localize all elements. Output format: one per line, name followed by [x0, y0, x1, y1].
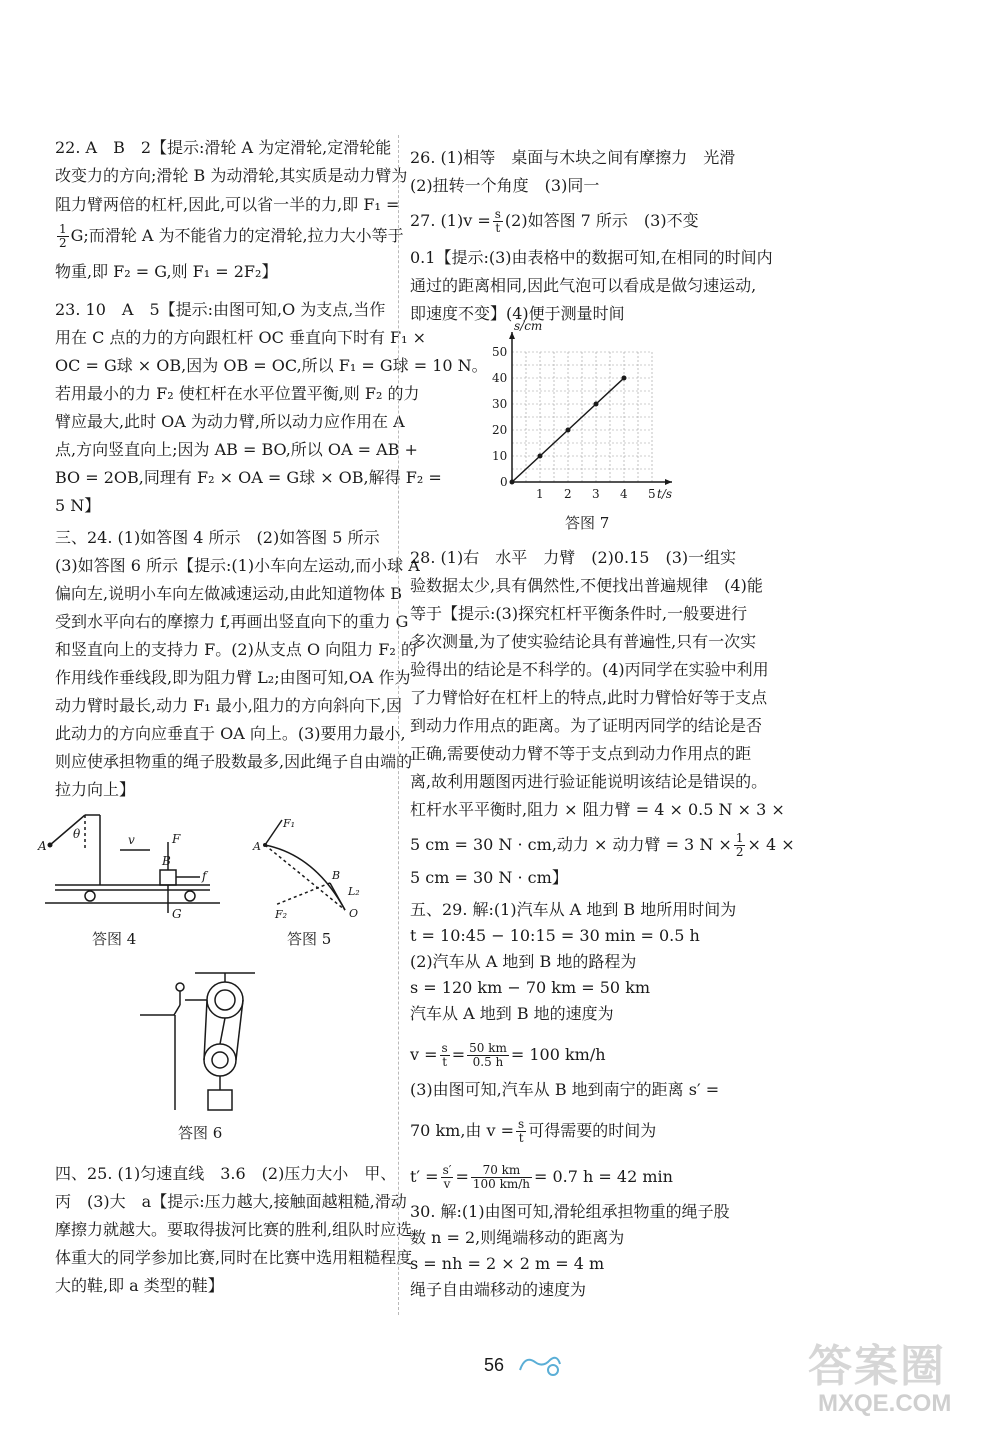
wheel-right — [185, 891, 195, 901]
fixed-pulley-outer — [207, 982, 243, 1018]
q27-line-1: 0.1【提示:(3)由表格中的数据可知,在相同的时间内 — [410, 248, 773, 267]
rope-3 — [220, 1018, 225, 1044]
q25-line-2: 丙 (3)大 a【提示:压力越大,接触面越粗糙,滑动 — [55, 1192, 407, 1211]
q30-line-4: 绳子自由端移动的速度为 — [410, 1280, 587, 1299]
data-point — [594, 402, 599, 407]
caption-fig6: 答图 6 — [178, 1124, 223, 1142]
q29-line-2: t = 10:45 − 10:15 = 30 min = 0.5 h — [410, 926, 700, 945]
q29-line-7: 70 km,由 v = $\frac{s}{t}$ 可得需要的时间为 — [410, 1117, 657, 1145]
data-point — [566, 428, 571, 433]
q22-line-5: 物重,即 F₂ = G,则 F₁ = 2F₂】 — [55, 262, 278, 281]
load-box — [208, 1090, 232, 1110]
y-tick-label: 40 — [492, 371, 508, 385]
q28-line-3: 等于【提示:(3)探究杠杆平衡条件时,一般要进行 — [410, 604, 748, 623]
q28-calc: 5 cm = 30 N · cm,动力 × 动力臂 = 3 N × $\frac{1}{2}$ × 4 × — [410, 831, 795, 859]
fraction-s-over-v: $\frac{s'}{v}$ — [442, 1163, 452, 1191]
data-point — [538, 454, 543, 459]
q24-line-7: 动力臂时最长,动力 F₁ 最小,阻力的方向斜向下,因 — [55, 696, 402, 715]
moving-pulley-outer — [204, 1044, 236, 1076]
y-tick-label: 30 — [492, 397, 508, 411]
watermark — [808, 1330, 952, 1417]
q29-line-6: (3)由图可知,汽车从 B 地到南宁的距离 s′ = — [410, 1080, 720, 1099]
q22-line-3: 阻力臂两倍的杠杆,因此,可以省一半的力,即 F₁ = — [55, 195, 400, 214]
q22-line-2: 改变力的方向;滑轮 B 为动滑轮,其实质是动力臂为 — [55, 166, 408, 185]
watermark-url: MXQE.COM — [818, 1390, 952, 1417]
q28-end: 5 cm = 30 N · cm】 — [410, 868, 568, 887]
q24-line-2: (3)如答图 6 所示【提示:(1)小车向左运动,而小球 A — [55, 556, 420, 575]
q28-line-4: 多次测量,为了使实验结论具有普遍性,只有一次实 — [410, 632, 757, 651]
label-friction: f — [202, 869, 207, 883]
wheel-left — [85, 891, 95, 901]
ball-a — [48, 843, 53, 848]
q28-line-2: 验数据太少,具有偶然性,不便找出普遍规律 (4)能 — [410, 576, 763, 595]
figure-7-s-t-chart — [480, 319, 680, 510]
q23-line-2: 用在 C 点的力的方向跟杠杆 OC 垂直向下时有 F₁ × — [55, 328, 427, 347]
x-axis-label: t/s — [657, 487, 673, 501]
q28-line-1: 28. (1)右 水平 力臂 (2)0.15 (3)一组实 — [410, 548, 737, 567]
label-a: A — [38, 839, 47, 853]
label-b: B — [162, 854, 171, 868]
rope-2 — [236, 1000, 243, 1060]
fraction-half: $\frac{1}{2}$ — [59, 222, 67, 250]
figure-5-lever-diagram — [245, 815, 375, 925]
figure-4-cart-diagram — [30, 810, 240, 920]
label-o: O — [349, 907, 359, 920]
person-leg — [174, 1005, 180, 1015]
x-tick-label: 1 — [536, 487, 544, 501]
figure-6-pulley-diagram — [130, 965, 280, 1115]
q24-line-1: 三、24. (1)如答图 4 所示 (2)如答图 5 所示 — [55, 528, 380, 547]
label-a: A — [253, 840, 261, 853]
label-g: G — [172, 907, 182, 921]
q29-line-5: 汽车从 A 地到 B 地的速度为 — [410, 1004, 614, 1023]
decorative-swirl-icon — [515, 1350, 565, 1380]
q22-line-1: 22. A B 2【提示:滑轮 A 为定滑轮,定滑轮能 — [55, 138, 392, 157]
x-tick-label: 3 — [592, 487, 600, 501]
q23-line-3: OC = G球 × OB,因为 OB = OC,所以 F₁ = G球 = 10 N。 — [55, 356, 488, 375]
lever-end — [330, 883, 345, 910]
q29-line-1: 五、29. 解:(1)汽车从 A 地到 B 地所用时间为 — [410, 900, 737, 919]
q27-head: 27. (1)v = $\frac{s}{t}$ (2)如答图 7 所示 (3)不变 — [410, 207, 699, 235]
fraction-50-over-05: $\frac{50 km}{0.5 h}$ — [469, 1041, 507, 1069]
caption-fig4: 答图 4 — [92, 930, 137, 948]
q24-line-9: 则应使承担物重的绳子股数最多,因此绳子自由端的 — [55, 752, 413, 771]
q22-line-4: $\frac{1}{2}$ G;而滑轮 A 为不能省力的定滑轮,拉力大小等于 — [59, 222, 404, 250]
x-tick-label: 4 — [620, 487, 628, 501]
label-theta: θ — [73, 827, 81, 841]
fraction-s-over-t-3: $\frac{s}{t}$ — [518, 1117, 525, 1145]
column-divider — [398, 135, 399, 1315]
q23-line-4: 若用最小的力 F₂ 使杠杆在水平位置平衡,则 F₂ 的力 — [55, 384, 420, 403]
q26-line-2: (2)扭转一个角度 (3)同一 — [410, 176, 600, 195]
y-axis-arrow — [509, 332, 515, 339]
q27-line-3: 即速度不变】(4)便于测量时间 — [410, 304, 625, 323]
q30-line-3: s = nh = 2 × 2 m = 4 m — [410, 1254, 605, 1273]
q23-line-7: BO = 2OB,同理有 F₂ × OA = G球 × OB,解得 F₂ = — [55, 468, 442, 487]
q25-line-5: 大的鞋,即 a 类型的鞋】 — [55, 1276, 224, 1295]
label-l2: L₂ — [348, 885, 360, 898]
q30-line-1: 30. 解:(1)由图可知,滑轮组承担物重的绳子股 — [410, 1202, 730, 1221]
y-tick-label: 10 — [492, 449, 508, 463]
q28-line-5: 验得出的结论是不科学的。(4)丙同学在实验中利用 — [410, 660, 769, 679]
label-f1: F₁ — [283, 817, 296, 830]
q24-line-10: 拉力向上】 — [55, 780, 136, 799]
q29-velocity: v = $\frac{s}{t}$ = $\frac{50 km}{0.5 h}$ = 100 km/h — [410, 1041, 606, 1069]
q24-line-4: 受到水平向右的摩擦力 f,再画出竖直向下的重力 G — [55, 612, 409, 631]
label-v: v — [128, 833, 135, 847]
watermark-logo: 答案圈 — [808, 1342, 946, 1391]
fraction-half-2: $\frac{1}{2}$ — [735, 831, 744, 859]
y-tick-label: 20 — [492, 423, 508, 437]
origin-label: 0 — [500, 475, 508, 489]
q25-line-1: 四、25. (1)匀速直线 3.6 (2)压力大小 甲、 — [55, 1164, 397, 1183]
q27-line-2: 通过的距离相同,因此气泡可以看成是做匀速运动, — [410, 276, 757, 295]
label-b: B — [332, 869, 341, 882]
q23-line-6: 点,方向竖直向上;因为 AB = BO,所以 OA = AB + — [55, 440, 418, 459]
q23-line-1: 23. 10 A 5【提示:由图可知,O 为支点,当作 — [55, 300, 386, 319]
y-tick-label: 50 — [492, 345, 508, 359]
q30-line-2: 数 n = 2,则绳端移动的距离为 — [410, 1228, 625, 1247]
q28-line-9: 离,故利用题图丙进行验证能说明该结论是错误的。 — [410, 772, 768, 791]
page-number: 56 — [484, 1355, 505, 1375]
caption-fig5: 答图 5 — [287, 930, 332, 948]
x-tick-label: 2 — [564, 487, 572, 501]
fraction-s-over-t-2: $\frac{s}{t}$ — [441, 1041, 448, 1069]
x-tick-label: 5 — [648, 487, 656, 501]
person-head — [176, 983, 184, 991]
x-axis-arrow — [665, 479, 672, 485]
q29-line-3: (2)汽车从 A 地到 B 地的路程为 — [410, 952, 637, 971]
q24-line-5: 和竖直向上的支持力 F。(2)从支点 O 向阻力 F₂ 的 — [55, 640, 417, 659]
label-f2: F₂ — [275, 908, 288, 921]
fraction-70-over-100: $\frac{70 km}{100 km/h}$ — [472, 1163, 530, 1191]
data-point — [510, 480, 515, 485]
block-b — [160, 870, 176, 885]
point-a — [263, 843, 267, 847]
data-point — [622, 376, 627, 381]
q29-time: t′ = $\frac{s'}{v}$ = $\frac{70 km}{100 km/h}$ = 0.7 h = 42 min — [410, 1163, 673, 1191]
q28-line-6: 了力臂恰好在杠杆上的特点,此时力臂恰好等于支点 — [410, 688, 768, 707]
fraction-s-over-t: $\frac{s}{t}$ — [494, 207, 501, 235]
y-axis-label: s/cm — [514, 319, 543, 333]
q24-line-8: 此动力的方向应垂直于 OA 向上。(3)要用力最小, — [55, 724, 406, 743]
label-f-support: F — [172, 832, 181, 846]
q23-line-8: 5 N】 — [55, 496, 101, 515]
q25-line-4: 体重大的同学参加比赛,同时在比赛中选用粗糙程度 — [55, 1248, 413, 1267]
q28-line-7: 到动力作用点的距离。为了证明丙同学的结论是否 — [410, 716, 763, 735]
q29-line-4: s = 120 km − 70 km = 50 km — [410, 978, 651, 997]
fixed-pulley-inner — [215, 990, 235, 1010]
moving-pulley-inner — [212, 1052, 228, 1068]
q28-line-10: 杠杆水平平衡时,阻力 × 阻力臂 = 4 × 0.5 N × 3 × — [410, 800, 785, 819]
q26-line-1: 26. (1)相等 桌面与木块之间有摩擦力 光滑 — [410, 148, 736, 167]
force-f1-arrow — [265, 820, 282, 845]
q23-line-5: 臂应最大,此时 OA 为动力臂,所以动力应作用在 A — [55, 412, 405, 431]
q28-line-8: 正确,需要使动力臂不等于支点到动力作用点的距 — [410, 744, 752, 763]
q24-line-3: 偏向左,说明小车向左做减速运动,由此知道物体 B — [55, 584, 403, 603]
resistance-line — [275, 883, 330, 905]
caption-fig7: 答图 7 — [565, 514, 610, 532]
q24-line-6: 作用线作垂线段,即为阻力臂 L₂;由图可知,OA 作为 — [55, 668, 411, 687]
q25-line-3: 摩擦力就越大。要取得拔河比赛的胜利,组队时应选 — [55, 1220, 413, 1239]
